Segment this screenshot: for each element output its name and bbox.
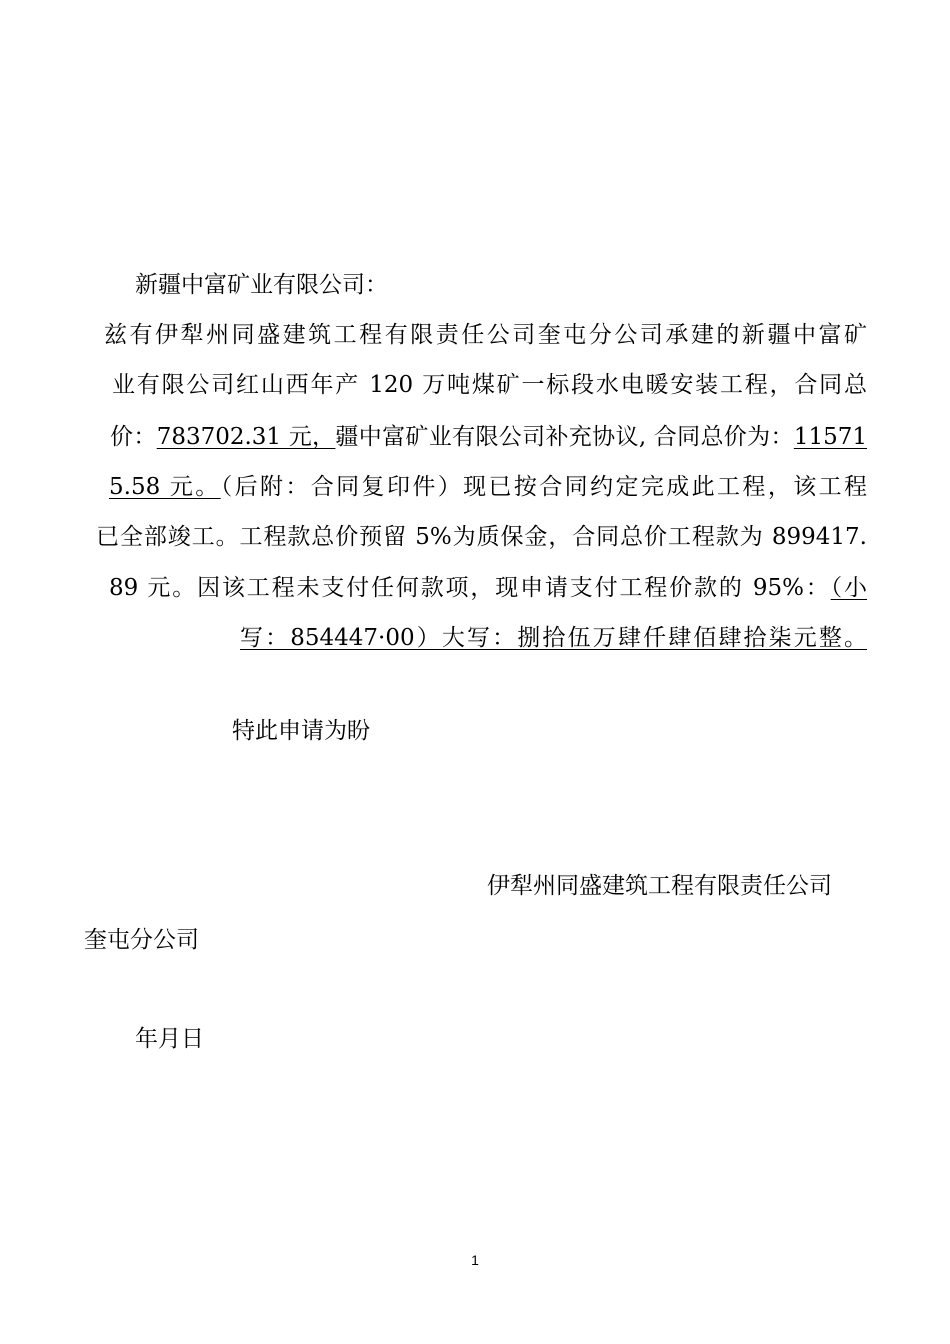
date-line: 年月日 — [135, 1026, 204, 1052]
body-line-2: 业有限公司红山西年产 120 万吨煤矿一标段水电暖安装工程，合同总 — [112, 372, 867, 398]
body-line-6 — [109, 573, 867, 603]
signature-company: 伊犁州同盛建筑工程有限责任公司 — [487, 873, 832, 899]
supplement-price-part1: 11571 — [793, 424, 868, 450]
body-line-5: 已全部竣工。工程款总价预留 5%为质保金，合同总价工程款为 899417. — [96, 524, 867, 550]
body-line-7 — [240, 623, 867, 653]
amount-lower-part1: （小 — [830, 575, 868, 601]
body-line-1: 兹有伊犁州同盛建筑工程有限责任公司奎屯分公司承建的新疆中富矿 — [104, 322, 867, 348]
body-text: （后附：合同复印件）现已按合同约定完成此工程，该工程 — [220, 474, 867, 500]
closing-phrase: 特此申请为盼 — [232, 718, 370, 744]
supplement-price-part2: 5.58 元。 — [109, 474, 221, 500]
salutation: 新疆中富矿业有限公司： — [135, 272, 388, 298]
body-line-4 — [109, 472, 867, 502]
contract-price: 783702.31 元， — [156, 424, 336, 450]
signature-branch: 奎屯分公司 — [84, 927, 199, 953]
page-number: 1 — [471, 1252, 479, 1268]
body-text: 价： — [110, 424, 157, 450]
amount-lower-upper: 写：854447·00）大写：捌拾伍万肆仟肆佰肆拾柒元整。 — [240, 625, 867, 651]
body-line-3 — [110, 422, 867, 452]
body-text: 89 元。因该工程未支付任何款项，现申请支付工程价款的 95%： — [109, 575, 831, 601]
body-text: 疆中富矿业有限公司补充协议, 合同总价为： — [335, 424, 794, 450]
